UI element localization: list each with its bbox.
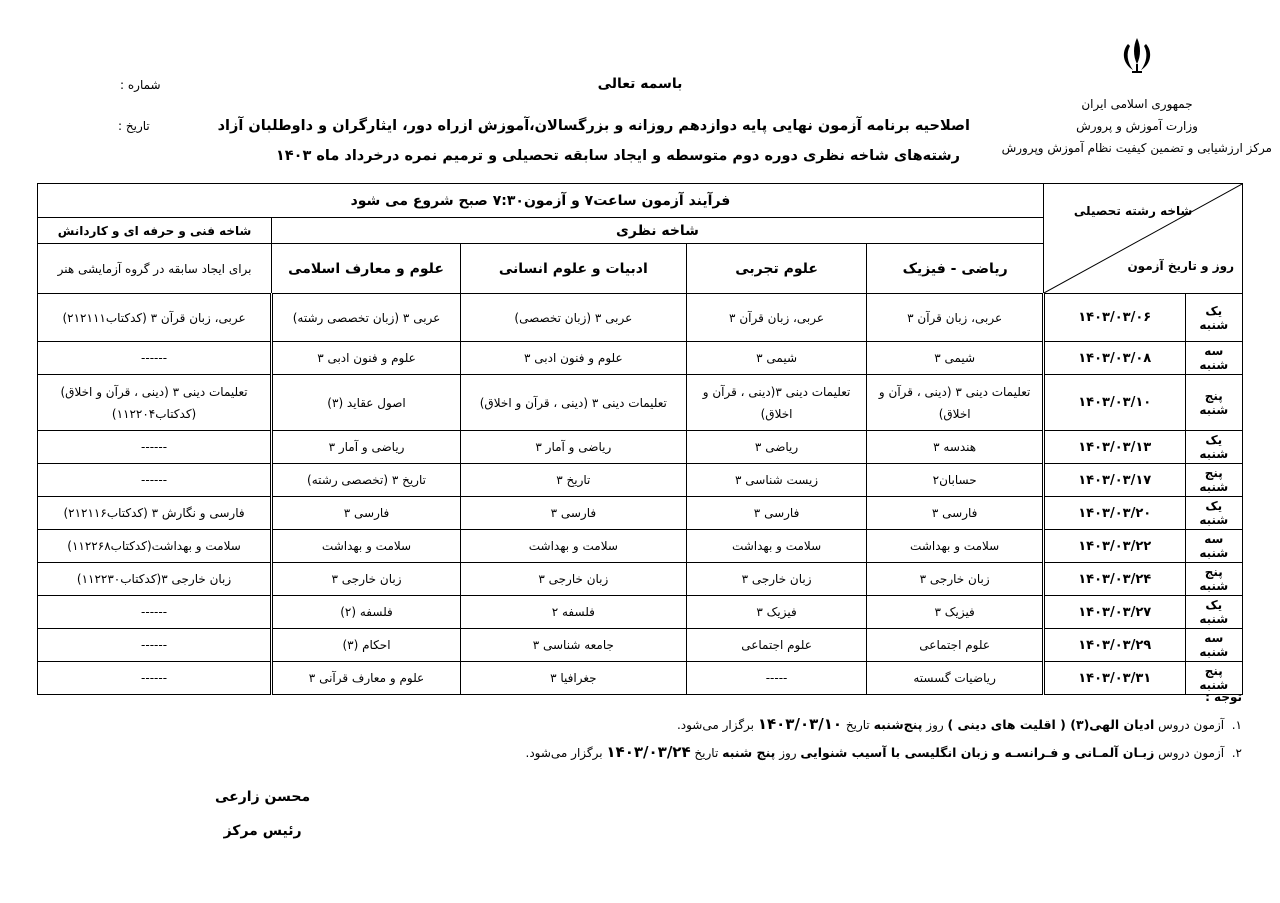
exam-subject-cell: ریاضیات گسسته — [867, 662, 1044, 695]
col-ensani: ادبیات و علوم انسانی — [460, 244, 686, 294]
note-2 — [442, 739, 1242, 767]
org-line-2: وزارت آموزش و پرورش — [1076, 119, 1198, 133]
exam-subject-cell: تعلیمات دینی ۳ (دینی ، قرآن و اخلاق) — [867, 375, 1044, 431]
exam-subject-cell: فلسفه ۲ — [460, 596, 686, 629]
exam-date: ۱۴۰۳/۰۳/۲۷ — [1043, 596, 1185, 629]
exam-subject-cell: جامعه شناسی ۳ — [460, 629, 686, 662]
exam-subject-cell: ریاضی و آمار ۳ — [460, 431, 686, 464]
exam-subject-cell: سلامت و بهداشت — [867, 530, 1044, 563]
exam-subject-cell: عربی ۳ (زبان تخصصی) — [460, 294, 686, 342]
exam-subject-cell: عربی ۳ (زبان تخصصی رشته) — [272, 294, 461, 342]
note-1-text-c: روز — [922, 718, 948, 732]
exam-subject-cell: زبان خارجی ۳ — [686, 563, 867, 596]
nazari-header: شاخه نظری — [272, 218, 1044, 244]
exam-subject-cell: تعلیمات دینی ۳ (دینی ، قرآن و اخلاق) — [460, 375, 686, 431]
exam-subject-cell: زبان خارجی ۳ — [867, 563, 1044, 596]
exam-subject-cell: حسابان۲ — [867, 464, 1044, 497]
day-date-label: روز و تاریخ آزمون — [1127, 259, 1234, 273]
exam-subject-cell: ------ — [38, 596, 272, 629]
fanni-header: شاخه فنی و حرفه ای و کاردانش — [38, 218, 272, 244]
exam-subject-cell: علوم و فنون ادبی ۳ — [460, 342, 686, 375]
schedule-row — [38, 629, 1243, 662]
exam-date: ۱۴۰۳/۰۳/۳۱ — [1043, 662, 1185, 695]
exam-subject-cell: علوم اجتماعی — [867, 629, 1044, 662]
exam-subject-cell: ------ — [38, 464, 272, 497]
exam-day: یک شنبه — [1185, 497, 1242, 530]
note-1-course: ادیان الهی(۳) ( اقلیت های دینی ) — [947, 717, 1155, 732]
org-header — [1001, 34, 1272, 159]
exam-subject-cell: علوم اجتماعی — [686, 629, 867, 662]
exam-date: ۱۴۰۳/۰۳/۲۰ — [1043, 497, 1185, 530]
exam-subject-cell: تعلیمات دینی ۳ (دینی ، قرآن و اخلاق)(کدکتاب۱۱۲۲۰۴) — [38, 375, 272, 431]
branch-label: شاخه رشته تحصیلی — [1073, 204, 1193, 218]
exam-subject-cell: سلامت و بهداشت — [460, 530, 686, 563]
fanni-subheader: برای ایجاد سابقه در گروه آزمایشی هنر — [38, 244, 272, 294]
col-tajrobi: علوم تجربی — [686, 244, 867, 294]
org-line-3: مرکز ارزشیابی و تضمین کیفیت نظام آموزش وپرورش — [1001, 141, 1272, 155]
exam-subject-cell: فیزیک ۳ — [867, 596, 1044, 629]
exam-subject-cell: فارسی ۳ — [867, 497, 1044, 530]
exam-date: ۱۴۰۳/۰۳/۱۷ — [1043, 464, 1185, 497]
exam-subject-cell: ------ — [38, 662, 272, 695]
signer-name: محسن زارعی — [215, 789, 311, 805]
exam-subject-cell: شیمی ۳ — [867, 342, 1044, 375]
note-1-text-a: آزمون دروس — [1154, 718, 1225, 732]
note-2-date: ۱۴۰۳/۰۳/۲۴ — [606, 743, 691, 761]
exam-day: پنج شنبه — [1185, 464, 1242, 497]
note-2-day: پنج شنبه — [722, 745, 776, 760]
iran-emblem-icon — [1115, 34, 1159, 78]
schedule-row — [38, 342, 1243, 375]
note-2-text-c: روز — [775, 746, 801, 760]
note-1-text-g: برگزار می‌شود. — [676, 718, 758, 732]
exam-subject-cell: ------ — [38, 342, 272, 375]
exam-subject-cell: زبان خارجی ۳ — [272, 563, 461, 596]
exam-subject-cell: فارسی و نگارش ۳ (کدکتاب۲۱۲۱۱۶) — [38, 497, 272, 530]
exam-subject-cell: زیست شناسی ۳ — [686, 464, 867, 497]
title-line-2: رشته‌های شاخه نظری دوره دوم متوسطه و ایجاد سابقه تحصیلی و ترمیم نمره درخرداد ماه ۱۴۰۳ — [275, 148, 960, 164]
exam-subject-cell: عربی، زبان قرآن ۳ — [867, 294, 1044, 342]
exam-subject-cell: فلسفه (۲) — [272, 596, 461, 629]
schedule-row — [38, 375, 1243, 431]
exam-subject-cell: علوم و معارف قرآنی ۳ — [272, 662, 461, 695]
exam-day: یک شنبه — [1185, 596, 1242, 629]
date-label: تاریخ : — [118, 119, 150, 133]
exam-day: سه شنبه — [1185, 530, 1242, 563]
col-riazi: ریاضی - فیزیک — [867, 244, 1044, 294]
schedule-row — [38, 530, 1243, 563]
exam-subject-cell: عربی، زبان قرآن ۳ (کدکتاب۲۱۲۱۱۱) — [38, 294, 272, 342]
exam-schedule-table — [37, 183, 1243, 695]
note-2-text-g: برگزار می‌شود. — [525, 746, 607, 760]
exam-subject-cell: فارسی ۳ — [272, 497, 461, 530]
exam-day: یک شنبه — [1185, 431, 1242, 464]
exam-subject-cell: اصول عقاید (۳) — [272, 375, 461, 431]
exam-subject-cell: سلامت و بهداشت — [686, 530, 867, 563]
table-corner-header — [1043, 184, 1242, 294]
note-1-day: پنج‌شنبه — [873, 717, 923, 732]
col-maaref: علوم و معارف اسلامی — [272, 244, 461, 294]
note-2-course: زبـان آلمـانی و فـرانسـه و زبان انگلیسی با آسیب شنوایی — [800, 745, 1155, 760]
note-1-text-e: تاریخ — [842, 718, 874, 732]
exam-date: ۱۴۰۳/۰۳/۲۴ — [1043, 563, 1185, 596]
exam-subject-cell: علوم و فنون ادبی ۳ — [272, 342, 461, 375]
process-header: فرآیند آزمون ساعت۷ و آزمون۷:۳۰ صبح شروع می شود — [38, 184, 1044, 218]
exam-subject-cell: ریاضی ۳ — [686, 431, 867, 464]
exam-subject-cell: شیمی ۳ — [686, 342, 867, 375]
exam-subject-cell: تاریخ ۳ — [460, 464, 686, 497]
title-line-1: اصلاحیه برنامه آزمون نهایی پایه دوازدهم روزانه و بزرگسالان،آموزش ازراه دور، ایثارگران و داوطلبان آزاد — [217, 118, 970, 134]
exam-subject-cell: فارسی ۳ — [686, 497, 867, 530]
exam-subject-cell: ----- — [686, 662, 867, 695]
exam-subject-cell: تعلیمات دینی ۳(دینی ، قرآن و اخلاق) — [686, 375, 867, 431]
exam-subject-cell: فارسی ۳ — [460, 497, 686, 530]
diagonal-line — [1044, 184, 1242, 293]
exam-day: یک شنبه — [1185, 294, 1242, 342]
note-1-number: ۱. — [1231, 718, 1242, 732]
signer-title: رئیس مرکز — [223, 823, 302, 839]
note-2-text-e: تاریخ — [690, 746, 723, 760]
exam-date: ۱۴۰۳/۰۳/۲۹ — [1043, 629, 1185, 662]
exam-day: پنج شنبه — [1185, 375, 1242, 431]
exam-date: ۱۴۰۳/۰۳/۲۲ — [1043, 530, 1185, 563]
exam-date: ۱۴۰۳/۰۳/۱۳ — [1043, 431, 1185, 464]
notes-heading: توجه : — [1205, 690, 1242, 704]
exam-subject-cell: زبان خارجی ۳(کدکتاب۱۱۲۲۳۰) — [38, 563, 272, 596]
org-line-1: جمهوری اسلامی ایران — [1081, 97, 1193, 111]
schedule-row — [38, 431, 1243, 464]
exam-date: ۱۴۰۳/۰۳/۱۰ — [1043, 375, 1185, 431]
note-2-number: ۲. — [1231, 746, 1242, 760]
exam-subject-cell: سلامت و بهداشت — [272, 530, 461, 563]
exam-subject-cell: عربی، زبان قرآن ۳ — [686, 294, 867, 342]
schedule-row — [38, 563, 1243, 596]
exam-day: پنج شنبه — [1185, 563, 1242, 596]
exam-day: سه شنبه — [1185, 342, 1242, 375]
schedule-row — [38, 464, 1243, 497]
exam-subject-cell: فیزیک ۳ — [686, 596, 867, 629]
schedule-row — [38, 294, 1243, 342]
exam-day: پنج شنبه — [1185, 662, 1242, 695]
exam-date: ۱۴۰۳/۰۳/۰۸ — [1043, 342, 1185, 375]
exam-subject-cell: زبان خارجی ۳ — [460, 563, 686, 596]
schedule-row — [38, 497, 1243, 530]
signature-block — [215, 780, 310, 848]
note-1-date: ۱۴۰۳/۰۳/۱۰ — [757, 715, 843, 733]
note-1 — [442, 711, 1242, 739]
exam-subject-cell: تاریخ ۳ (تخصصی رشته) — [272, 464, 461, 497]
exam-subject-cell: ریاضی و آمار ۳ — [272, 431, 461, 464]
exam-subject-cell: جغرافیا ۳ — [460, 662, 686, 695]
exam-date: ۱۴۰۳/۰۳/۰۶ — [1043, 294, 1185, 342]
note-2-text-a: آزمون دروس — [1154, 746, 1225, 760]
bismillah: باسمه تعالی — [597, 76, 683, 92]
exam-subject-cell: ------ — [38, 431, 272, 464]
exam-subject-cell: سلامت و بهداشت(کدکتاب۱۱۲۲۶۸) — [38, 530, 272, 563]
notes-section — [442, 684, 1242, 767]
exam-subject-cell: ------ — [38, 629, 272, 662]
exam-day: سه شنبه — [1185, 629, 1242, 662]
exam-subject-cell: هندسه ۳ — [867, 431, 1044, 464]
schedule-row — [38, 596, 1243, 629]
number-label: شماره : — [120, 78, 161, 92]
exam-subject-cell: احکام (۳) — [272, 629, 461, 662]
